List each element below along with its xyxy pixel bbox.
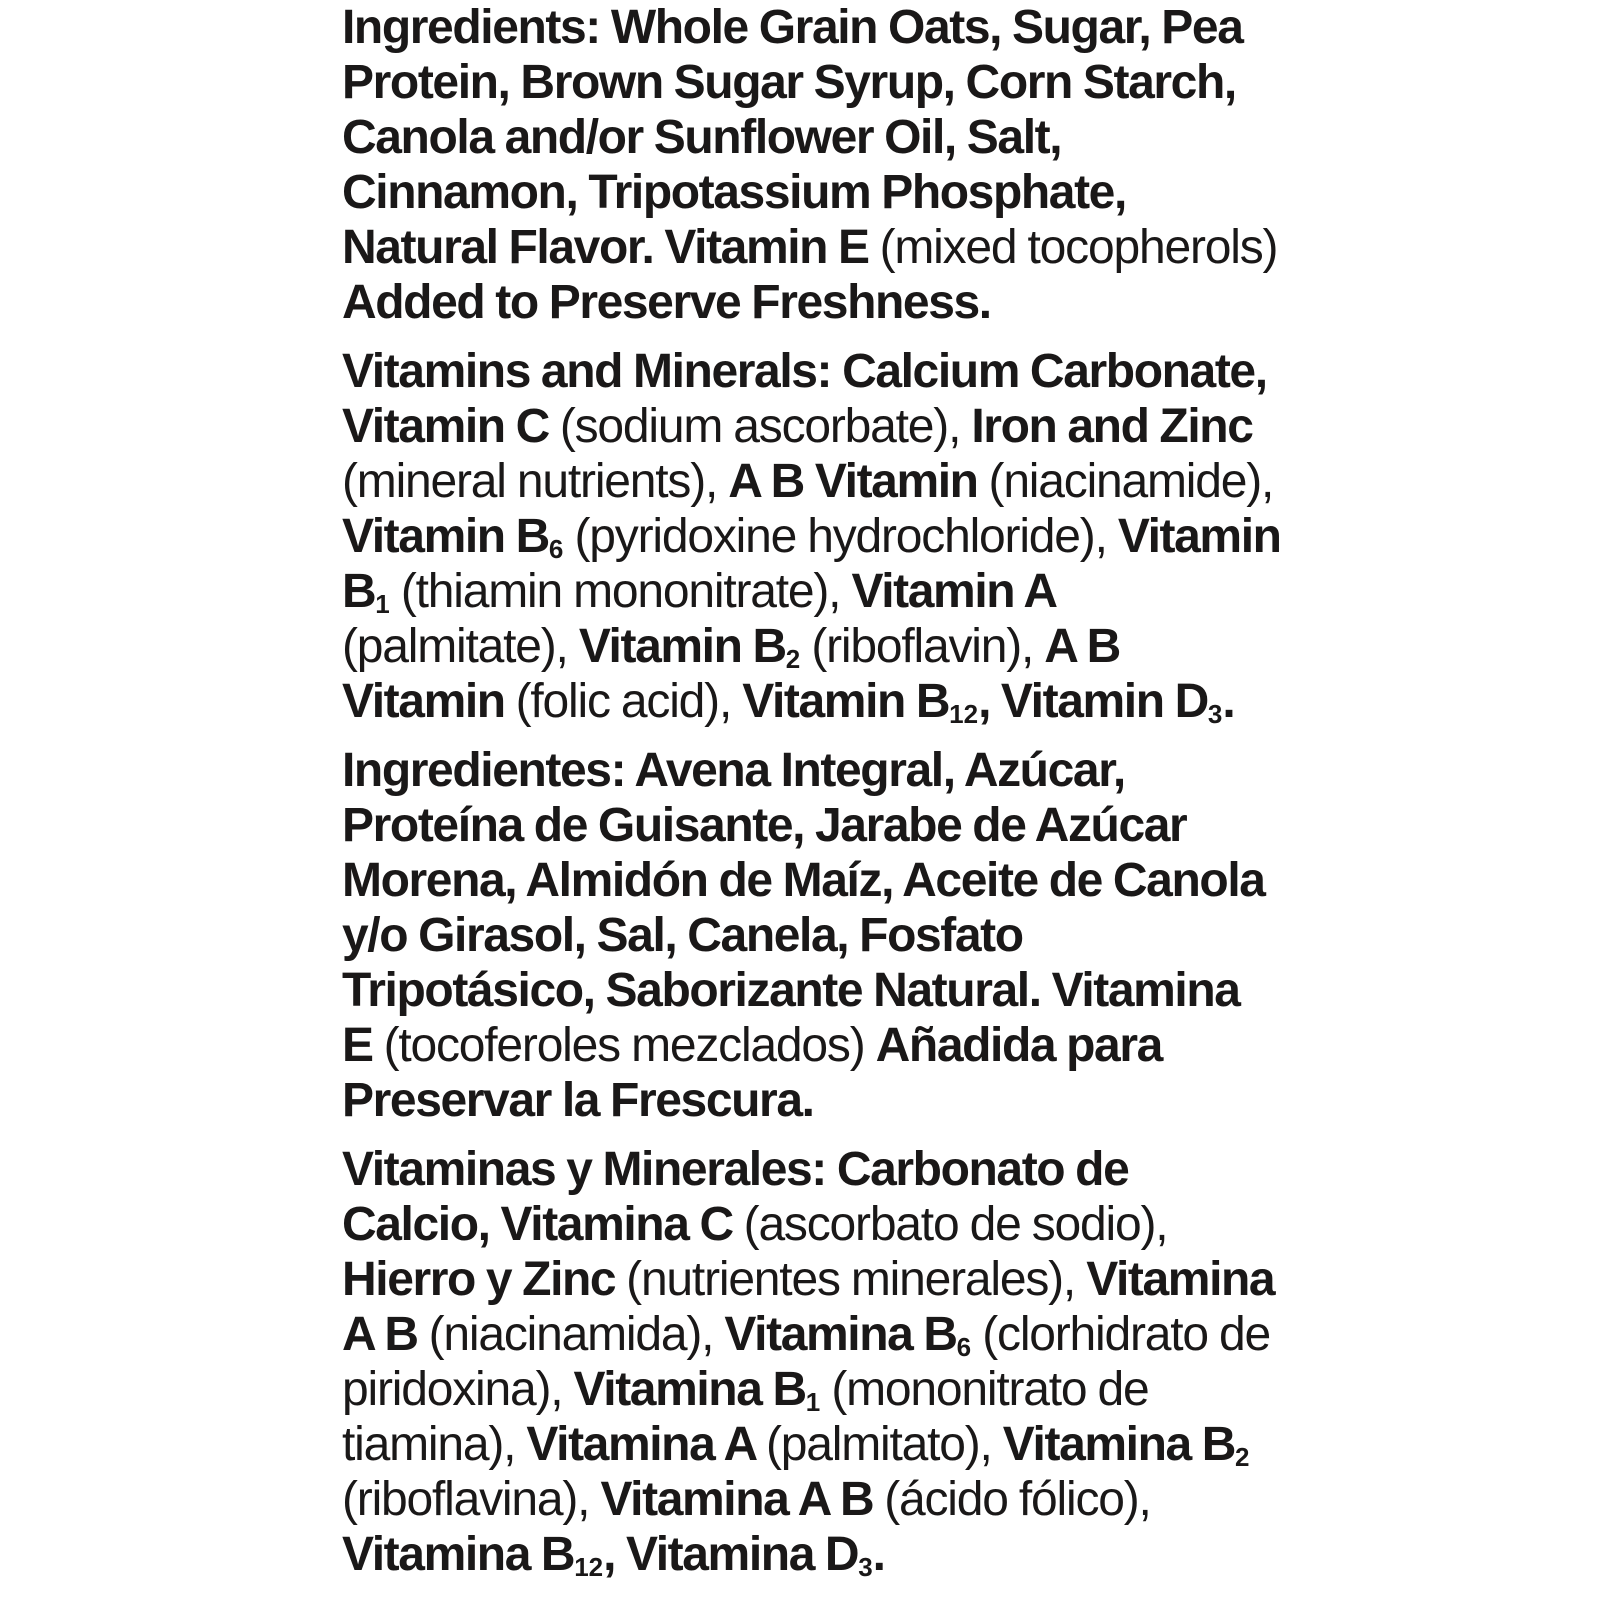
- text-line: [342, 619, 1262, 674]
- text-line: [342, 908, 1262, 963]
- regular-text: tiamina),: [342, 1418, 527, 1471]
- bold-text: Hierro y Zinc: [342, 1253, 627, 1306]
- regular-text: (palmitate),: [342, 620, 579, 673]
- regular-text: (thiamin mononitrate),: [389, 565, 852, 618]
- bold-text: Cinnamon, Tripotassium Phosphate,: [342, 166, 1126, 219]
- regular-text: (niacinamida),: [428, 1308, 725, 1361]
- bold-text: Morena, Almidón de Maíz, Aceite de Canola: [342, 854, 1265, 907]
- bold-text: .: [872, 1528, 885, 1581]
- regular-text: piridoxina),: [342, 1363, 574, 1416]
- text-line: [342, 963, 1262, 1018]
- text-line: [342, 1018, 1262, 1073]
- bold-text: Vitamina B: [573, 1363, 806, 1416]
- bold-text: , Vitamin D: [978, 675, 1208, 728]
- bold-text: Vitamin B: [742, 675, 950, 728]
- regular-text: (mononitrato de: [820, 1363, 1149, 1416]
- bold-text: Vitamina: [1086, 1253, 1275, 1306]
- regular-text: (mineral nutrients),: [342, 455, 729, 508]
- regular-text: (palmitato),: [765, 1418, 1003, 1471]
- regular-text: (riboflavin),: [800, 620, 1045, 673]
- text-line: [342, 1307, 1271, 1362]
- subscript-text: 3: [1207, 699, 1223, 729]
- regular-text: (ácido fólico),: [884, 1473, 1151, 1526]
- subscript-text: 12: [949, 699, 979, 729]
- text-line: [342, 1142, 1262, 1197]
- subscript-text: 1: [805, 1387, 821, 1417]
- subscript-text: 12: [574, 1552, 604, 1582]
- bold-text: Vitamina A: [526, 1418, 766, 1471]
- text-line: [342, 165, 1262, 220]
- bold-text: Vitamina A B: [600, 1473, 885, 1526]
- bold-text: Vitamin: [1117, 510, 1281, 563]
- text-line: [342, 454, 1274, 509]
- text-line: [342, 743, 1262, 798]
- vitamins-minerals-english: [342, 344, 1281, 729]
- regular-text: (ascorbato de sodio),: [743, 1198, 1168, 1251]
- text-line: [342, 399, 1262, 454]
- bold-text: Protein, Brown Sugar Syrup, Corn Starch,: [342, 56, 1236, 109]
- bold-text: E: [342, 1019, 384, 1072]
- bold-text: Preservar la Frescura.: [342, 1074, 814, 1127]
- subscript-text: 6: [548, 534, 564, 564]
- text-line: [342, 1527, 1262, 1582]
- ingredient-label: [342, 0, 1281, 1596]
- text-line: [342, 0, 1262, 55]
- bold-text: Ingredients: Whole Grain Oats, Sugar, Pea: [342, 1, 1243, 54]
- text-line: [342, 1197, 1262, 1252]
- regular-text: (clorhidrato de: [971, 1308, 1271, 1361]
- text-line: [342, 344, 1267, 399]
- bold-text: Added to Preserve Freshness.: [342, 276, 991, 329]
- text-line: [342, 509, 1281, 564]
- bold-text: Vitamina B: [1002, 1418, 1235, 1471]
- text-line: [342, 55, 1262, 110]
- text-line: [342, 1472, 1262, 1527]
- vitamins-minerals-spanish: [342, 1142, 1275, 1582]
- bold-text: Vitamin B: [342, 510, 549, 563]
- bold-text: Vitaminas y Minerales: Carbonato de: [342, 1143, 1129, 1196]
- text-line: [342, 1073, 1262, 1128]
- regular-text: (mixed tocopherols): [879, 221, 1278, 274]
- bold-text: Proteína de Guisante, Jarabe de Azúcar: [342, 799, 1187, 852]
- bold-text: Vitamin A: [851, 565, 1057, 618]
- bold-text: A B: [1044, 620, 1120, 673]
- bold-text: Ingredientes: Avena Integral, Azúcar,: [342, 744, 1125, 797]
- bold-text: Iron and Zinc: [971, 400, 1253, 453]
- bold-text: Vitamins and Minerals: Calcium Carbonate,: [342, 345, 1267, 398]
- regular-text: (niacinamide),: [988, 455, 1274, 508]
- subscript-text: 1: [375, 589, 390, 619]
- bold-text: , Vitamina D: [603, 1528, 859, 1581]
- bold-text: Vitamina B: [724, 1308, 957, 1361]
- bold-text: .: [1222, 675, 1235, 728]
- regular-text: (nutrientes minerales),: [626, 1253, 1087, 1306]
- bold-text: Natural Flavor. Vitamin E: [342, 221, 880, 274]
- bold-text: Añadida para: [875, 1019, 1162, 1072]
- text-line: [342, 798, 1262, 853]
- text-line: [342, 1252, 1275, 1307]
- text-line: [342, 853, 1265, 908]
- ingredients-english: [342, 0, 1278, 330]
- bold-text: Canola and/or Sunflower Oil, Salt,: [342, 111, 1062, 164]
- bold-text: Vitamin C: [342, 400, 560, 453]
- regular-text: (tocoferoles mezclados): [383, 1019, 876, 1072]
- bold-text: B: [342, 565, 376, 618]
- subscript-text: 2: [1235, 1442, 1250, 1472]
- text-line: [342, 564, 1262, 619]
- subscript-text: 6: [956, 1332, 972, 1362]
- ingredients-spanish: [342, 743, 1265, 1128]
- text-line: [342, 1362, 1262, 1417]
- text-line: [342, 275, 1262, 330]
- text-line: [342, 674, 1262, 729]
- regular-text: (riboflavina),: [342, 1473, 601, 1526]
- text-line: [342, 110, 1262, 165]
- text-line: [342, 1417, 1262, 1472]
- subscript-text: 2: [785, 644, 801, 674]
- bold-text: Vitamina B: [342, 1528, 575, 1581]
- regular-text: (sodium ascorbate),: [559, 400, 972, 453]
- bold-text: A B: [342, 1308, 429, 1361]
- text-line: [342, 220, 1278, 275]
- bold-text: A B Vitamin: [728, 455, 989, 508]
- bold-text: y/o Girasol, Sal, Canela, Fosfato: [342, 909, 1023, 962]
- bold-text: Calcio, Vitamina C: [342, 1198, 744, 1251]
- subscript-text: 3: [858, 1552, 873, 1582]
- regular-text: (pyridoxine hydrochloride),: [563, 510, 1118, 563]
- bold-text: Vitamin B: [578, 620, 786, 673]
- regular-text: (folic acid),: [515, 675, 743, 728]
- bold-text: Vitamin: [342, 675, 516, 728]
- bold-text: Tripotásico, Saborizante Natural. Vitamina: [342, 964, 1240, 1017]
